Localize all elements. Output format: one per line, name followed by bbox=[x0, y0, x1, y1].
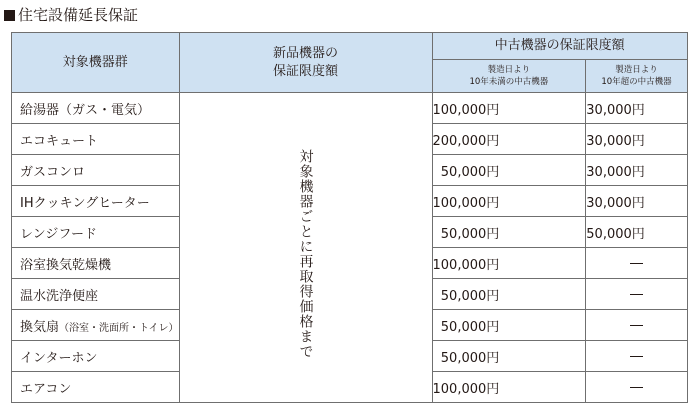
new-limit-note: 対象機器ごとに再取得価格まで bbox=[297, 149, 314, 359]
used-lt10-value: 200,000円 bbox=[432, 124, 586, 155]
used-lt10-value: 100,000円 bbox=[432, 93, 586, 124]
device-name-cell bbox=[12, 124, 180, 155]
dash-mark bbox=[630, 294, 643, 295]
device-name: エコキュート bbox=[20, 133, 99, 149]
header-group: 対象機器群 bbox=[12, 33, 180, 93]
header-used-gt10: 製造日より 10年超の中古機器 bbox=[586, 60, 688, 93]
used-gt10-value: 30,000円 bbox=[586, 155, 688, 186]
square-bullet-icon bbox=[4, 10, 15, 21]
used-lt10-value: 100,000円 bbox=[432, 372, 586, 403]
used-gt10-value bbox=[586, 341, 688, 372]
used-gt10-value: 50,000円 bbox=[586, 217, 688, 248]
device-name: 浴室換気乾燥機 bbox=[20, 257, 112, 273]
used-lt10-value: 100,000円 bbox=[432, 186, 586, 217]
device-name: 給湯器（ガス・電気） bbox=[20, 102, 151, 118]
device-name-cell bbox=[12, 310, 180, 341]
device-name-cell bbox=[12, 186, 180, 217]
used-gt10-value: 30,000円 bbox=[586, 186, 688, 217]
page-title-text: 住宅設備延長保証 bbox=[18, 6, 139, 24]
page-title bbox=[4, 5, 138, 25]
used-gt10-value bbox=[586, 310, 688, 341]
device-name: 温水洗浄便座 bbox=[20, 288, 99, 304]
dash-mark bbox=[630, 387, 643, 388]
device-name-note: （浴室・洗面所・トイレ） bbox=[59, 322, 179, 334]
dash-mark bbox=[630, 356, 643, 357]
table-row bbox=[12, 93, 688, 124]
header-used-lt10: 製造日より 10年未満の中古機器 bbox=[432, 60, 586, 93]
device-name-cell bbox=[12, 372, 180, 403]
device-name: IHクッキングヒーター bbox=[20, 195, 150, 211]
used-gt10-value: 30,000円 bbox=[586, 93, 688, 124]
table-body bbox=[12, 93, 688, 403]
device-name: 換気扇 bbox=[20, 319, 60, 335]
device-name: ガスコンロ bbox=[20, 164, 86, 180]
new-limit-cell bbox=[179, 93, 432, 403]
used-gt10-value bbox=[586, 248, 688, 279]
device-name-cell bbox=[12, 217, 180, 248]
used-lt10-value: 50,000円 bbox=[432, 217, 586, 248]
device-name: レンジフード bbox=[20, 226, 97, 242]
device-name: インターホン bbox=[20, 350, 98, 366]
dash-mark bbox=[630, 325, 643, 326]
used-gt10-value bbox=[586, 372, 688, 403]
used-lt10-value: 50,000円 bbox=[432, 310, 586, 341]
device-name-cell bbox=[12, 155, 180, 186]
device-name: エアコン bbox=[20, 381, 72, 397]
used-lt10-value: 100,000円 bbox=[432, 248, 586, 279]
used-gt10-value: 30,000円 bbox=[586, 124, 688, 155]
header-used: 中古機器の保証限度額 bbox=[432, 33, 687, 60]
device-name-cell bbox=[12, 341, 180, 372]
used-lt10-value: 50,000円 bbox=[432, 341, 586, 372]
header-new: 新品機器の 保証限度額 bbox=[179, 33, 432, 93]
dash-mark bbox=[630, 263, 643, 264]
device-name-cell bbox=[12, 93, 180, 124]
used-lt10-value: 50,000円 bbox=[432, 155, 586, 186]
device-name-cell bbox=[12, 279, 180, 310]
warranty-table bbox=[11, 32, 688, 403]
device-name-cell bbox=[12, 248, 180, 279]
used-lt10-value: 50,000円 bbox=[432, 279, 586, 310]
used-gt10-value bbox=[586, 279, 688, 310]
